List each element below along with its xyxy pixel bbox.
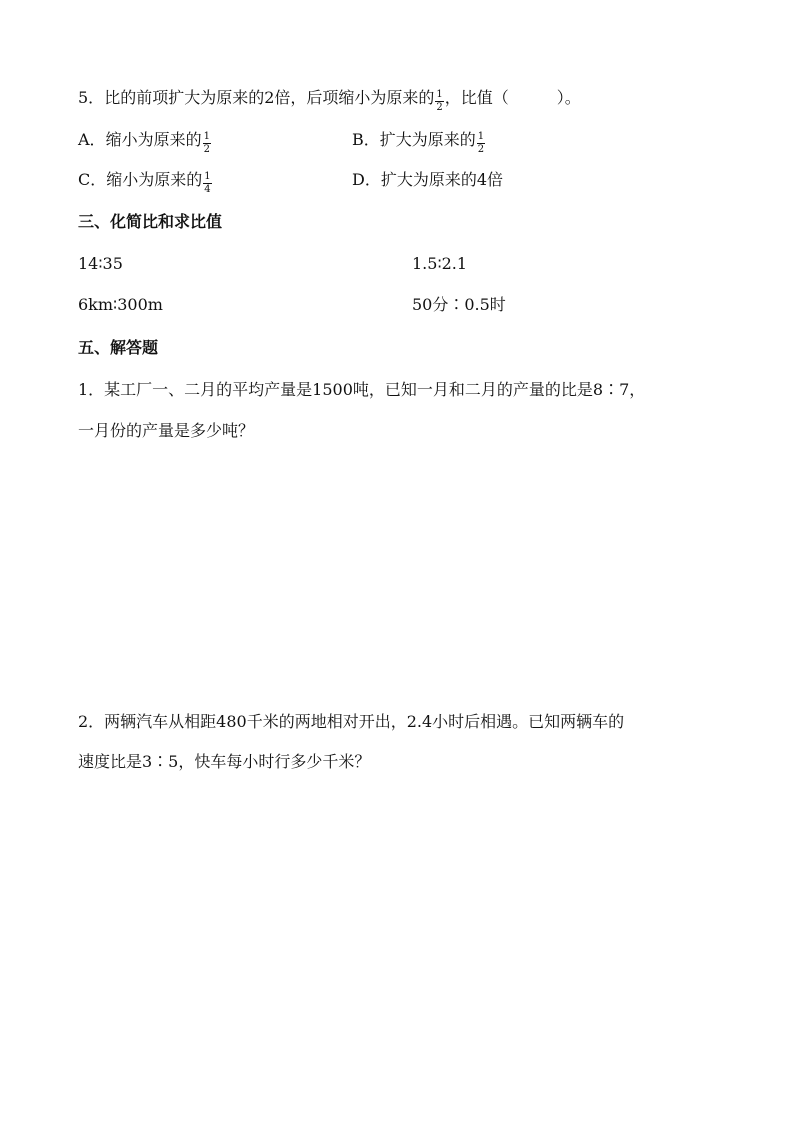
question-5 — [78, 86, 581, 113]
fraction-numerator: 1 — [204, 171, 211, 182]
option-c — [78, 168, 213, 195]
option-d-text: 扩大为原来的4倍 — [380, 170, 504, 189]
option-a-text: 缩小为原来的 — [105, 130, 202, 149]
fraction-denominator: 2 — [203, 144, 210, 155]
option-a — [78, 128, 212, 155]
fraction-denominator: 2 — [436, 102, 443, 113]
problem-2-line-1: 2．两辆汽车从相距480千米的两地相对开出，2.4小时后相遇。已知两辆车的 — [78, 712, 625, 731]
section-5-title: 五、解答题 — [78, 338, 159, 357]
option-a-fraction — [203, 132, 211, 155]
option-b-text: 扩大为原来的 — [379, 130, 476, 149]
question-5-text-b: ，比值（ — [444, 88, 509, 107]
option-d — [352, 168, 503, 192]
fraction-numerator: 1 — [203, 131, 210, 142]
option-b-letter: B． — [352, 130, 380, 149]
problem-1-line-2: 一月份的产量是多少吨？ — [78, 421, 255, 440]
ratio-item-3: 6km∶300m — [78, 295, 163, 314]
option-b-fraction — [477, 132, 485, 155]
problem-2-line-2: 速度比是3∶5，快车每小时行多少千米？ — [78, 752, 371, 771]
option-c-fraction — [203, 172, 211, 195]
fraction-numerator: 1 — [436, 89, 443, 100]
question-5-number: 5． — [78, 88, 105, 107]
option-c-letter: C． — [78, 170, 107, 189]
ratio-item-1: 14∶35 — [78, 254, 123, 273]
option-c-text: 缩小为原来的 — [106, 170, 203, 189]
option-b — [352, 128, 486, 155]
problem-1-line-1: 1．某工厂一、二月的平均产量是1500吨，已知一月和二月的产量的比是8∶7， — [78, 380, 646, 399]
question-5-text-a: 比的前项扩大为原来的2倍，后项缩小为原来的 — [104, 88, 435, 107]
question-5-text-c: ）。 — [556, 88, 581, 107]
option-a-letter: A． — [78, 130, 106, 149]
ratio-item-2: 1.5∶2.1 — [412, 254, 468, 273]
fraction-numerator: 1 — [477, 131, 485, 142]
section-3-title: 三、化简比和求比值 — [78, 212, 223, 231]
option-d-letter: D． — [352, 170, 381, 189]
fraction-denominator: 4 — [204, 184, 211, 195]
fraction-denominator: 2 — [477, 144, 485, 155]
fraction-half — [435, 90, 443, 113]
ratio-item-4: 50分∶0.5时 — [412, 295, 506, 314]
